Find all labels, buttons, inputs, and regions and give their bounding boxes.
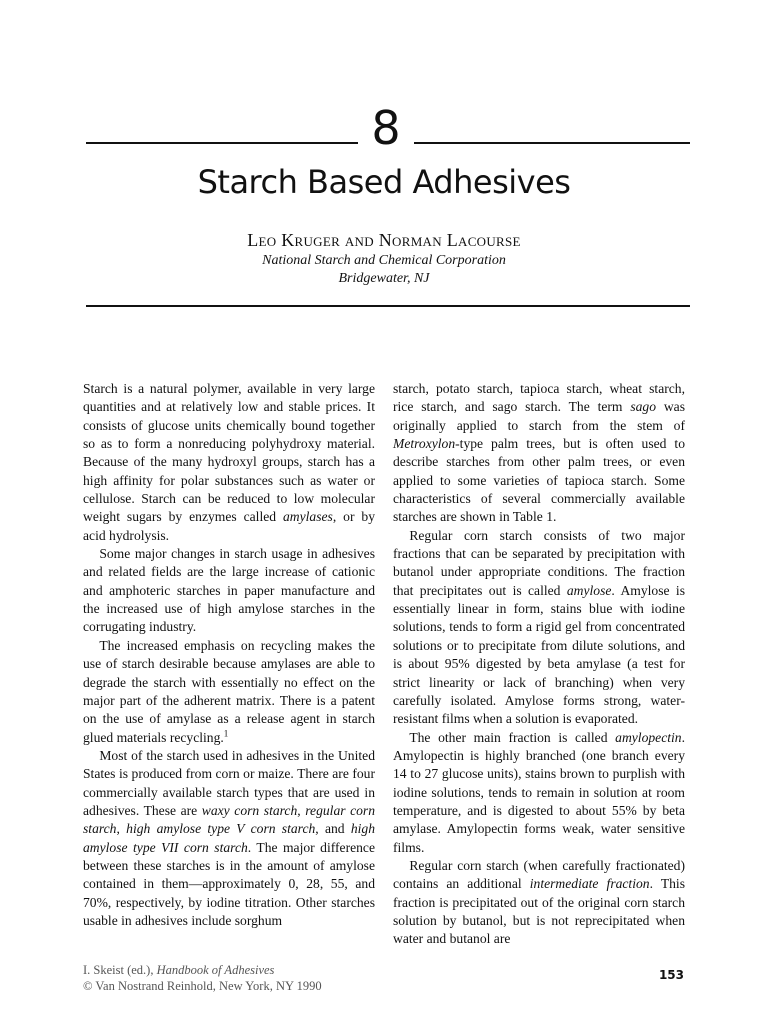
chapter-rule-right bbox=[414, 142, 690, 144]
italic-term: sago bbox=[630, 399, 657, 415]
text-run: . The major difference between these starches is in the amount of amylose contained in them—approximately 0, 28, 55, and 70%, respectively, by iodine titration. Other starches usable in adhesives include sorghum bbox=[83, 839, 375, 928]
affiliation-location: Bridgewater, NJ bbox=[338, 271, 430, 286]
chapter-title: Starch Based Adhesives bbox=[197, 163, 571, 201]
citation-prefix: I. Skeist (ed.), bbox=[83, 963, 157, 977]
text-run: . Amylopectin is highly branched (one branch every 14 to 27 glucose units), stains brown to purplish with iodine solutions, tends to remain in solution at room temperature, and is digested to about 55% by beta amylase. Amylopectin forms weak, water sensitive films. bbox=[393, 729, 685, 855]
body-paragraph bbox=[393, 380, 685, 527]
body-paragraph bbox=[83, 637, 375, 747]
text-run: The increased emphasis on recycling makes the use of starch desirable because amylases are able to degrade the starch with essentially no effect on the major part of the adherent matrix. There is a patent on the use of amylase as a release agent in starch glued materials recycling. bbox=[83, 637, 375, 745]
text-run: -type palm trees, but is often used to describe starches from other palm trees, or even applied to some varieties of tapioca starch. Some characteristics of several commercially available starches are shown in Table 1. bbox=[393, 436, 685, 525]
footnote-ref: 1 bbox=[223, 728, 229, 738]
citation-line bbox=[83, 962, 403, 978]
italic-term: amylases bbox=[282, 509, 333, 525]
author-affiliation bbox=[0, 252, 768, 288]
page-number: 153 bbox=[658, 968, 684, 982]
italic-term: high amylose type VII corn starch bbox=[83, 821, 376, 855]
italic-term: amylopectin bbox=[615, 729, 682, 745]
text-run: starch, potato starch, tapioca starch, wheat starch, rice starch, and sago starch. The term bbox=[393, 381, 685, 415]
text-run: . This fraction is precipitated out of the original corn starch solution by butanol, but is not reprecipitated when water and butanol are bbox=[393, 876, 685, 947]
text-run: Starch is a natural polymer, available in very large quantities and at relatively low and stable prices. It consists of glucose units chemically bound together so as to form a nonreducing polyhydroxy material. Because of the many hydroxyl groups, starch has a high affinity for polar substances such as water or cellulose. Starch can be reduced to low molecular weight sugars by enzymes called bbox=[83, 381, 375, 525]
chapter-rule-left bbox=[86, 142, 358, 144]
body-paragraph bbox=[83, 380, 375, 545]
body-paragraph bbox=[393, 527, 685, 729]
body-paragraph bbox=[393, 857, 685, 949]
text-run: , or by acid hydrolysis. bbox=[83, 509, 375, 543]
text-run: Regular corn starch consists of two major fractions that can be separated by precipitation with butanol under appropriate conditions. The fraction that precipitates out is called bbox=[393, 527, 685, 598]
header-rule bbox=[86, 305, 690, 307]
body-paragraph bbox=[393, 729, 685, 857]
italic-term: regular corn starch bbox=[83, 802, 376, 837]
copyright-line: © Van Nostrand Reinhold, New York, NY 1990 bbox=[83, 979, 322, 993]
chapter-header bbox=[0, 100, 768, 158]
text-run: Some major changes in starch usage in adhesives and related fields are the large increase of cationic and amphoteric starches in paper manufacture and the increased use of high amylose starches in the corrugating industry. bbox=[83, 546, 375, 635]
chapter-number: 8 bbox=[371, 101, 401, 155]
italic-term: amylose bbox=[566, 582, 612, 598]
italic-term: high amylose type V corn starch bbox=[126, 821, 316, 837]
text-run: , bbox=[116, 821, 127, 837]
italic-term: Metroxylon bbox=[393, 436, 456, 452]
text-run: . Amylose is essentially linear in form, stains blue with iodine solutions, tends to form a rigid gel from concentrated solutions or to precipitate from dilute solutions, and is about 95% digested by beta amylase (a test for strict linearity or lack of branching) when very carefully isolated. Amylose forms strong, water-resistant films when a solution is evaporated. bbox=[393, 582, 685, 727]
text-run: Regular corn starch (when carefully fractionated) contains an additional bbox=[393, 857, 685, 892]
affiliation-organization: National Starch and Chemical Corporation bbox=[262, 253, 506, 268]
italic-term: intermediate fraction bbox=[529, 876, 650, 892]
text-run: Most of the starch used in adhesives in the United States is produced from corn or maize. There are four commercially available starch types that are used in adhesives. These are bbox=[83, 747, 375, 818]
body-paragraph bbox=[83, 545, 375, 637]
citation-book-title: Handbook of Adhesives bbox=[156, 963, 275, 977]
body-column-right bbox=[393, 380, 685, 949]
text-run: The other main fraction is called bbox=[409, 729, 616, 745]
text-run: , bbox=[297, 802, 306, 818]
footer-citation bbox=[83, 962, 403, 994]
body-paragraph bbox=[83, 747, 375, 930]
chapter-authors: Leo Kruger and Norman Lacourse bbox=[247, 230, 521, 250]
text-run: was originally applied to starch from the stem of bbox=[393, 399, 685, 433]
italic-term: waxy corn starch bbox=[201, 802, 298, 818]
text-run: , and bbox=[315, 821, 351, 837]
body-column-left bbox=[83, 380, 375, 930]
